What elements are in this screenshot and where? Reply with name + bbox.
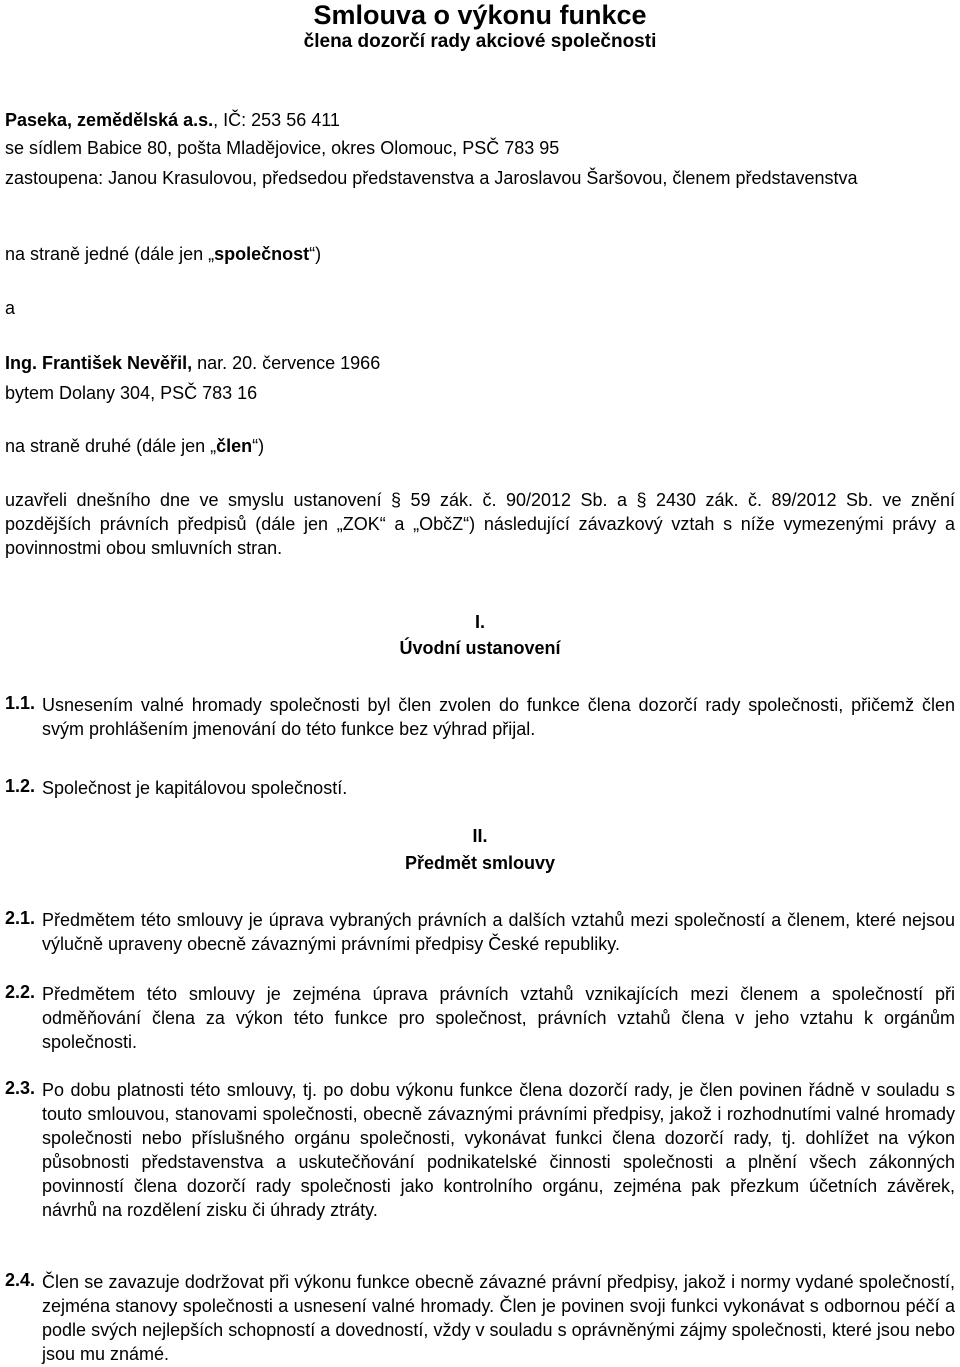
party2-heading — [5, 353, 380, 374]
clause-2-3-text: Po dobu platnosti této smlouvy, tj. po dobu výkonu funkce člena dozorčí rady, je člen povinen řádně v souladu s touto smlouvou, stanovami společnosti, obecně závaznými právními předpisy, jakož i rozhodnutími valné hromady společnosti nebo příslušného orgánu společnosti, vykonávat funkci člena dozorčí rady, tj. dohlížet na výkon působnosti představenstva a uskutečňování podnikatelské činnosti společnosti a plnění všech zákonných povinností člena dozorčí rady společnosti jako kontrolního orgánu, zejména pak přezkum účetních závěrek, návrhů na rozdělení zisku či úhrady ztráty. — [42, 1080, 955, 1220]
party2-side-pre: na straně druhé (dále jen „ — [5, 436, 217, 456]
party2-born: nar. 20. července 1966 — [192, 353, 381, 373]
clause-2-3-number: 2.3. — [5, 1078, 36, 1098]
party1-seat: se sídlem Babice 80, pošta Mladějovice, okres Olomouc, PSČ 783 95 — [5, 138, 560, 158]
clause-2-1-text: Předmětem této smlouvy je úprava vybraných právních a dalších vztahů mezi společností a členem, které nejsou výlučně upraveny obecně závaznými právními předpisy České republiky. — [42, 910, 955, 954]
section-1-number: I. — [474, 612, 485, 632]
document-title: Smlouva o výkonu funkce — [313, 0, 647, 30]
party1-side-pre: na straně jedné (dále jen „ — [5, 244, 215, 264]
clause-2-4-text: Člen se zavazuje dodržovat při výkonu funkce obecně závazné právní předpisy, jakož i normy vydané společností, zejména stanovy společnosti a usnesení valné hromady. Člen je povinen svoji funkci vykonávat s odbornou péčí a podle svých nejlepších schopností a dovedností, vždy v souladu s oprávněnými zájmy společnosti, které jsou nebo jsou mu známé. — [42, 1272, 955, 1364]
clause-2-2-text: Předmětem této smlouvy je zejména úprava právních vztahů vznikajících mezi členem a společností při odměňování člena za výkon této funkce pro společnost, právních vztahů člena v jeho vztahu k orgánům společnosti. — [42, 984, 955, 1052]
section-2-heading: Předmět smlouvy — [404, 853, 556, 873]
party1-id: , IČ: 253 56 411 — [213, 110, 340, 130]
clause-1-1-number: 1.1. — [5, 693, 36, 713]
party1-side-post: “) — [309, 244, 322, 264]
clause-1-2-text: Společnost je kapitálovou společností. — [42, 778, 348, 798]
party2-name: Ing. František Nevěřil, — [5, 353, 193, 373]
clause-2-4-number: 2.4. — [5, 1270, 36, 1290]
party1-side — [5, 244, 321, 265]
document-subtitle: člena dozorčí rady akciové společnosti — [303, 31, 657, 52]
party2-address: bytem Dolany 304, PSČ 783 16 — [5, 383, 258, 403]
party2-side-post: “) — [252, 436, 265, 456]
party1-term: společnost — [214, 244, 310, 264]
clause-1-2-number: 1.2. — [5, 776, 36, 796]
party1-represented: zastoupena: Janou Krasulovou, předsedou představenstva a Jaroslavou Šaršovou, členem představenstva — [5, 168, 858, 188]
party1-heading — [5, 110, 340, 131]
clause-2-1-number: 2.1. — [5, 908, 36, 928]
party2-term: člen — [216, 436, 253, 456]
party1-name: Paseka, zemědělská a.s. — [5, 110, 214, 130]
clause-2-2-number: 2.2. — [5, 982, 36, 1002]
section-1-heading: Úvodní ustanovení — [399, 638, 561, 658]
intro-paragraph: uzavřeli dnešního dne ve smyslu ustanovení § 59 zák. č. 90/2012 Sb. a § 2430 zák. č. 89/2012 Sb. ve znění pozdějších právních předpisů (dále jen „ZOK“ a „ObčZ“) následující závazkový vztah s níže vymezenými právy a povinnostmi obou smluvních stran. — [5, 490, 955, 558]
and-connector: a — [5, 298, 16, 318]
section-2-number: II. — [472, 826, 488, 846]
party2-side — [5, 436, 264, 457]
clause-1-1-text: Usnesením valné hromady společnosti byl člen zvolen do funkce člena dozorčí rady společnosti, přičemž člen svým prohlášením jmenování do této funkce bez výhrad přijal. — [42, 695, 955, 739]
